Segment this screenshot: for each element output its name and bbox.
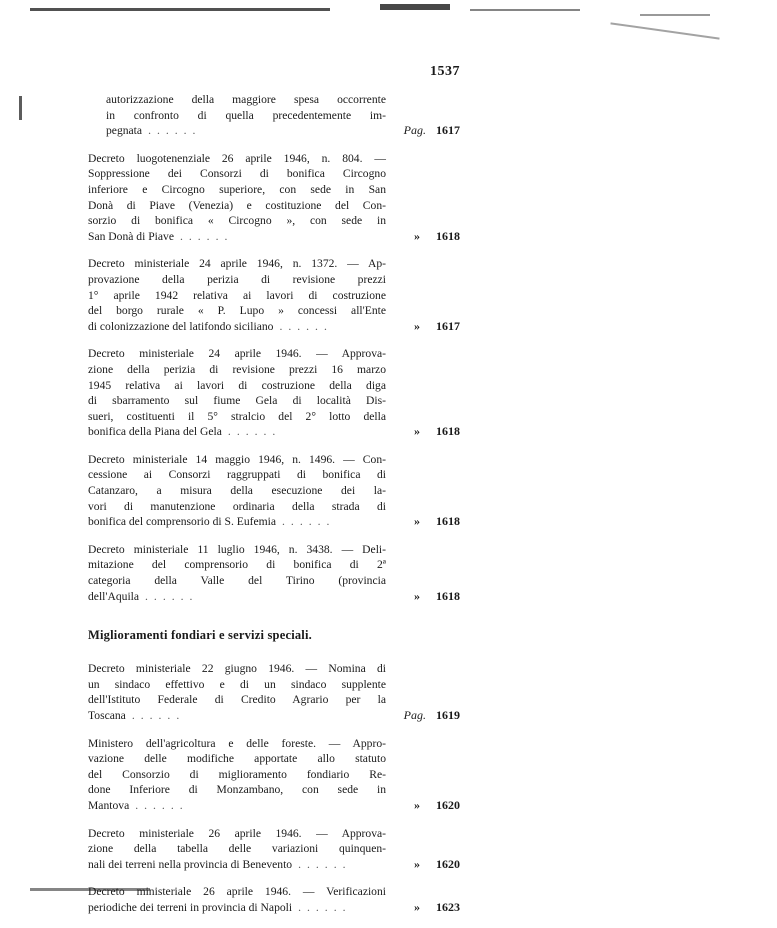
entry-line: zione della perizia di revisione prezzi 16 marzo	[88, 362, 386, 376]
page-reference	[414, 857, 460, 873]
entry-line: Catanzaro, a misura della esecuzione dei la-	[88, 484, 386, 498]
page-label: »	[414, 797, 420, 812]
index-entry	[88, 346, 460, 440]
entry-line: 1° aprile 1942 relativa ai lavori di costruzione	[88, 288, 386, 302]
page-ref-number: 1620	[436, 797, 460, 812]
entry-line: nali dei terreni nella provincia di Benevento ......	[88, 857, 352, 871]
entry-line: Decreto ministeriale 24 aprile 1946, n. 1372. — Ap-	[88, 257, 386, 271]
index-entry	[88, 542, 460, 604]
entry-line: Toscana ......	[88, 709, 186, 722]
page-ref-number: 1618	[436, 588, 460, 603]
entry-line: Ministero dell'agricoltura e delle foreste. — Appro-	[88, 736, 386, 750]
index-column	[88, 92, 460, 928]
entry-line: autorizzazione della maggiore spesa occorrente	[106, 93, 386, 106]
index-entry	[88, 661, 460, 723]
entry-line: Decreto ministeriale 26 aprile 1946. — Verificazioni	[88, 885, 386, 899]
entry-line: di colonizzazione del latifondo siciliano ......	[88, 319, 333, 333]
page-label: »	[414, 514, 420, 529]
page-label: »	[414, 424, 420, 439]
page-label: »	[414, 588, 420, 603]
page-reference	[404, 123, 460, 139]
leader-dots: ......	[135, 798, 189, 812]
leader-dots: ......	[131, 709, 186, 722]
entry-line: Decreto ministeriale 22 giugno 1946. — Nomina di	[88, 662, 386, 676]
page-reference	[414, 229, 460, 245]
page-reference	[414, 424, 460, 440]
index-entry	[88, 826, 460, 873]
entry-line: done Inferiore di Monzambano, con sede in	[88, 783, 386, 797]
entry-line: in confronto di quella precedentemente im-	[106, 108, 386, 122]
leader-dots: ......	[279, 319, 333, 333]
entry-line: provazione della perizia di revisione prezzi	[88, 272, 386, 286]
leader-dots: ......	[298, 857, 352, 871]
page-reference	[414, 514, 460, 530]
entry-line: periodiche dei terreni in provincia di Napoli ......	[88, 900, 352, 914]
entry-line: sueri, costituenti il 5° stralcio del 2° lotto della	[88, 409, 386, 423]
entries-list-bottom	[88, 661, 460, 915]
leader-dots: ......	[145, 589, 199, 603]
page-reference	[414, 589, 460, 605]
section-heading: Miglioramenti fondiari e servizi speciali.	[88, 628, 312, 643]
entry-line: Decreto luogotenenziale 26 aprile 1946, n. 804. —	[88, 151, 386, 165]
page-reference	[414, 900, 460, 916]
entry-line: bonifica della Piana del Gela ......	[88, 425, 282, 439]
entry-line: pegnata ......	[106, 124, 202, 138]
leader-dots: ......	[298, 900, 352, 914]
entry-line: Decreto ministeriale 14 maggio 1946, n. 1496. — Con-	[88, 452, 386, 466]
entry-line: Decreto ministeriale 26 aprile 1946. — Approva-	[88, 826, 386, 840]
page-label: »	[414, 228, 420, 243]
leader-dots: ......	[282, 515, 336, 529]
page-ref-number: 1618	[436, 514, 460, 529]
entry-line: cessione ai Consorzi raggruppati di bonifica di	[88, 468, 386, 482]
leader-dots: ......	[179, 229, 234, 243]
index-entry	[88, 92, 460, 139]
page-ref-number: 1618	[436, 228, 460, 243]
scan-margin-mark	[19, 96, 22, 120]
entry-line: Soppressione dei Consorzi di bonifica Circogno	[88, 167, 386, 181]
entry-line: vori di manutenzione ordinaria della strada di	[88, 499, 386, 513]
page-number: 1537	[430, 64, 460, 79]
page-label: »	[414, 856, 420, 871]
entry-line: del Consorzio di miglioramento fondiario Re-	[88, 767, 386, 781]
page-ref-number: 1617	[436, 123, 460, 138]
entry-line: del borgo rurale « P. Lupo » concessi all'Ente	[88, 304, 386, 318]
page-reference	[404, 708, 460, 724]
page-ref-number: 1617	[436, 318, 460, 333]
scan-edge-top	[0, 0, 777, 30]
leader-dots: ......	[227, 425, 282, 439]
index-entry	[88, 452, 460, 530]
page-ref-number: 1619	[436, 708, 460, 722]
entries-list-top	[88, 92, 460, 604]
entry-line: Decreto ministeriale 24 aprile 1946. — Approva-	[88, 347, 386, 361]
entry-line: categoria della Valle del Tirino (provincia	[88, 574, 386, 588]
page-ref-number: 1618	[436, 424, 460, 439]
page-label: »	[414, 318, 420, 333]
entry-line: Mantova ......	[88, 798, 189, 812]
page-reference	[414, 798, 460, 814]
index-entry	[88, 736, 460, 814]
page-label: »	[414, 899, 420, 914]
entry-line: dell'Aquila ......	[88, 589, 199, 603]
page-ref-number: 1620	[436, 856, 460, 871]
entry-line: bonifica del comprensorio di S. Eufemia ......	[88, 515, 336, 529]
entry-line: 1945 relativa ai lavori di costruzione della diga	[88, 378, 386, 392]
entry-line: Donà di Piave (Venezia) e costituzione del Con-	[88, 198, 386, 212]
entry-line: vazione delle modifiche apportate allo statuto	[88, 752, 386, 766]
entry-line: inferiore e Circogno superiore, con sede in San	[88, 182, 386, 196]
page-ref-number: 1623	[436, 899, 460, 914]
entry-line: un sindaco effettivo e di un sindaco supplente	[88, 677, 386, 691]
entry-line: dell'Istituto Federale di Credito Agrario per la	[88, 693, 386, 707]
entry-line: di sbarramento sul fiume Gela di località Dis-	[88, 394, 386, 408]
entry-line: mitazione del comprensorio di bonifica di 2ª	[88, 558, 386, 572]
entry-line: Decreto ministeriale 11 luglio 1946, n. 3438. — Deli-	[88, 542, 386, 556]
page-reference	[414, 319, 460, 335]
index-entry	[88, 256, 460, 334]
leader-dots: ......	[148, 124, 202, 138]
index-entry	[88, 151, 460, 245]
entry-line: San Donà di Piave ......	[88, 229, 234, 243]
entry-line: sorzio di bonifica « Circogno », con sede in	[88, 214, 386, 228]
page-label: Pag.	[403, 123, 426, 138]
entry-line: zione della tabella delle variazioni quinquen-	[88, 842, 386, 856]
page-label: Pag.	[403, 708, 426, 722]
